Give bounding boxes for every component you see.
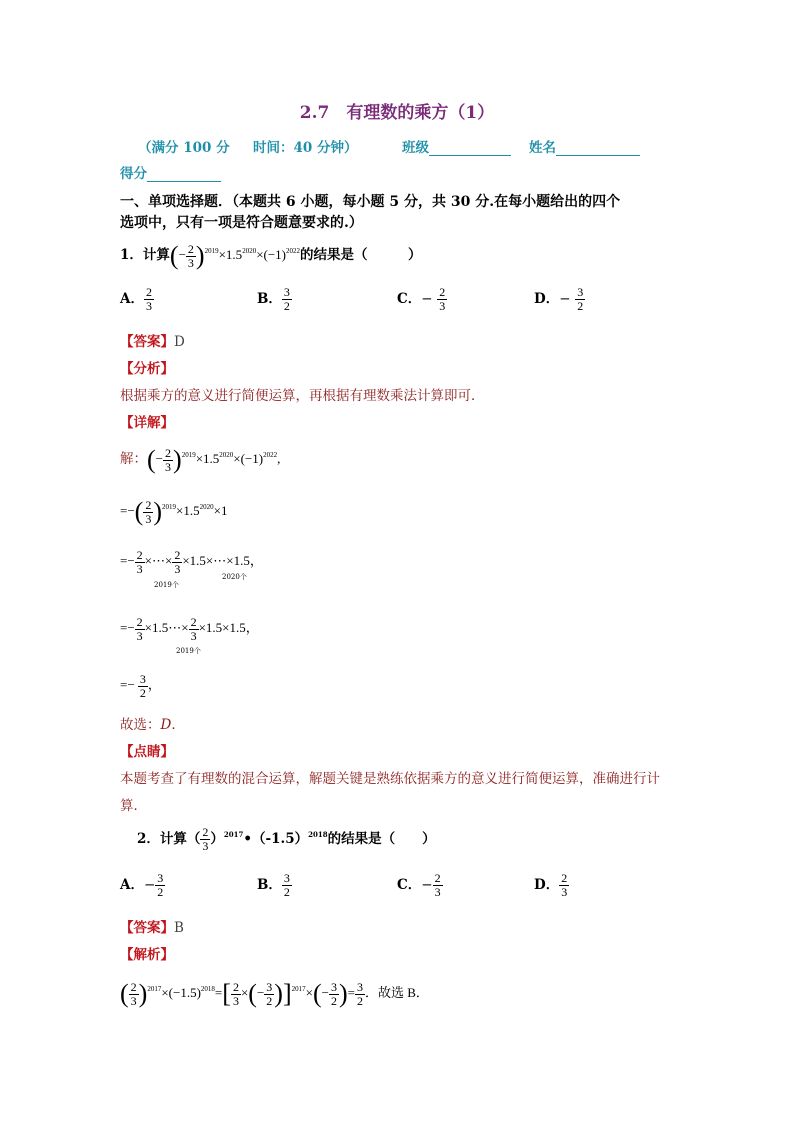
option-label: C． [397, 877, 422, 893]
step4-num2: 2 [190, 614, 197, 629]
q1-step4: =− $\frac{2}{3}$ ×1.5⋯× $\frac{2}{3}$ ×1.5×1.5， [120, 614, 259, 643]
sol-den4: 2 [331, 993, 337, 1008]
step3-fraction1 [135, 549, 145, 576]
section-heading-line1: 一、单项选择题．（本题共 6 小题，每小题 5 分，共 30 分.在每小题给出的四个 [120, 194, 621, 210]
option-label: D． [534, 291, 560, 307]
q1-analysis-tag: 【分析】 [120, 361, 174, 377]
step3-fraction2 [172, 549, 182, 576]
q1-step5: =− $\frac{3}{2}$ ， [120, 671, 161, 700]
time-label: 时间：40 分钟） [253, 140, 358, 156]
q2-analysis-tag: 【解析】 [120, 947, 174, 963]
option-sign: − [143, 877, 156, 893]
name-field [529, 136, 640, 156]
q1-step2: =−( $\frac{2}{3}$ )$^{2019}\times 1.5^{2020}\times 1$ [120, 497, 228, 527]
q2-option-b[interactable] [257, 872, 292, 899]
sol-exp2: 2018 [200, 985, 215, 993]
option-num: 2 [145, 285, 152, 299]
option-fraction [155, 872, 165, 899]
step5-fraction [138, 673, 148, 700]
step1-sign: − [155, 451, 164, 466]
option-sign: − [421, 291, 433, 307]
score-blank [147, 167, 221, 182]
class-label: 班级 [402, 140, 429, 156]
sol-end: ．故选 B． [365, 985, 429, 1000]
option-den: 3 [434, 885, 441, 899]
step5-num: 3 [139, 671, 146, 686]
step3-num1: 2 [136, 547, 143, 562]
option-den: 2 [577, 299, 584, 313]
q2-option-d[interactable] [534, 872, 569, 899]
q2-stem [137, 822, 436, 856]
q1-comment-line2: 算． [120, 798, 147, 814]
q1-base-sign: − [178, 247, 186, 262]
option-num: 3 [283, 871, 290, 885]
option-fraction [282, 286, 292, 313]
q2-exp2: 2018 [308, 830, 328, 839]
step2-end: ×1 [213, 503, 228, 518]
step2-fraction [143, 499, 153, 526]
q2-option-c[interactable] [397, 872, 443, 899]
q1-option-a[interactable] [120, 286, 154, 313]
step2-exp1: 2019 [162, 503, 177, 511]
option-den: 3 [145, 299, 152, 313]
q2-mid: ） [210, 831, 224, 847]
option-num: 2 [561, 871, 568, 885]
name-label: 姓名 [529, 140, 556, 156]
sol-den1: 3 [130, 993, 137, 1008]
option-label: B． [257, 877, 282, 893]
q2-option-a[interactable] [120, 872, 165, 899]
option-label: A． [120, 877, 144, 893]
step2-den: 3 [145, 511, 152, 526]
sol-frac4 [329, 981, 339, 1008]
step2-exp: 2020 [199, 503, 214, 511]
step4-num1: 2 [136, 614, 143, 629]
q1-exp1: 2019 [204, 247, 219, 255]
option-fraction [559, 872, 569, 899]
answer-value: B [174, 920, 184, 936]
option-num: 2 [434, 871, 441, 885]
sol-den5: 2 [357, 993, 364, 1008]
option-num: 2 [439, 285, 446, 299]
sol-num3: 3 [266, 979, 273, 994]
class-blank [429, 141, 511, 156]
option-den: 2 [283, 299, 290, 313]
sol-exp3: 2017 [291, 985, 306, 993]
q1-chosen: 故选：D． [120, 717, 185, 733]
option-num: 3 [577, 285, 584, 299]
step3-under2: 2020个 [222, 573, 247, 581]
option-den: 3 [561, 885, 568, 899]
q1-step1-expr: (− $\frac{2}{3}$ )$^{2019}\times 1.5^{2020}\times(-1)^{2022}$, [147, 445, 281, 475]
option-label: A． [120, 291, 144, 307]
q1-option-d[interactable] [534, 286, 585, 313]
score-field [120, 162, 221, 182]
option-fraction [433, 872, 443, 899]
answer-tag: 【答案】 [120, 920, 174, 936]
q1-expression: (− $\frac{2}{3}$ )$^{2019}\times 1.5^{2020}\times(-1)^{2022}$ [169, 241, 301, 271]
step2-tail: ×1.5 [176, 503, 200, 518]
q1-option-c[interactable] [397, 286, 447, 313]
sol-frac3 [264, 981, 274, 1008]
step2-num: 2 [145, 497, 152, 512]
step4-tail: ×1.5×1.5 [198, 620, 246, 635]
sol-exp1: 2017 [147, 985, 162, 993]
q1-term2: ×1.5 [218, 247, 243, 262]
option-num: 3 [283, 285, 290, 299]
option-label: B． [257, 291, 282, 307]
step1-fraction [163, 447, 173, 474]
step3-tail: ×1.5×⋯×1.5 [182, 553, 250, 568]
step4-under: 2019个 [176, 647, 201, 655]
q2-solution: ( $\frac{2}{3}$ )$^{2017}\times(-1.5)^{2018}=$[ $\frac{2}{3}$ ×(− $\frac{3}{2}$ )]$^{2017}$×(− $\frac{3}{2}$ )= $\frac{3}{2}$ ．故选 B． [120, 979, 429, 1009]
step3-mid: ×⋯× [144, 553, 173, 568]
option-fraction [437, 286, 447, 313]
option-num: 3 [157, 871, 164, 885]
q1-step1 [120, 442, 280, 476]
q2-answer [120, 916, 184, 936]
q1-exp3: 2022 [286, 247, 301, 255]
q1-base-den: 3 [187, 255, 194, 270]
answer-tag: 【答案】 [120, 334, 174, 350]
q1-analysis-text: 根据乘方的意义进行简便运算，再根据有理数乘法计算即可． [120, 388, 485, 404]
option-fraction [282, 872, 292, 899]
name-blank [556, 141, 640, 156]
option-den: 2 [157, 885, 164, 899]
step3-num2: 2 [174, 547, 181, 562]
step1-exp1: 2019 [181, 451, 196, 459]
solve-prefix: 解： [120, 451, 147, 467]
step1-den: 3 [165, 459, 172, 474]
step1-term2: ×1.5 [195, 451, 220, 466]
step4-fraction2 [189, 616, 199, 643]
q1-base-num: 2 [187, 241, 194, 256]
q2-suffix: 的结果是（ ） [327, 831, 436, 847]
sol-num2: 2 [232, 979, 239, 994]
sol-frac1 [129, 981, 139, 1008]
step1-num: 2 [165, 445, 172, 460]
q2-exp1: 2017 [223, 830, 244, 839]
q1-option-b[interactable] [257, 286, 292, 313]
q2-num: 2 [202, 825, 209, 839]
answer-value: D [174, 334, 185, 350]
q2-den: 3 [202, 839, 209, 853]
option-fraction [575, 286, 585, 313]
option-den: 2 [283, 885, 290, 899]
step4-fraction1 [135, 616, 145, 643]
chosen-prefix: 故选： [120, 717, 161, 733]
sol-frac2 [231, 981, 241, 1008]
q1-suffix: 的结果是（ ） [300, 247, 422, 263]
sol-frac5 [355, 981, 365, 1008]
option-sign: − [421, 877, 433, 893]
step1-term3: ×(−1) [233, 451, 264, 466]
section-heading-line2: 选项中，只有一项是符合题意要求的.） [120, 215, 363, 231]
score-label: 得分 [120, 166, 147, 182]
sol-term: ×(−1.5) [161, 985, 201, 1000]
q2-dot: •（-1.5） [243, 831, 309, 847]
step3-den2: 3 [174, 561, 181, 576]
q2-fraction [200, 826, 210, 853]
step3-den1: 3 [136, 561, 143, 576]
step4-mid: ×1.5⋯× [144, 620, 189, 635]
option-label: C． [397, 291, 422, 307]
step5-den: 2 [139, 685, 146, 700]
q1-prefix: 1．计算 [120, 247, 170, 263]
page-title: 2.7 有理数的乘方（1） [299, 103, 495, 123]
q1-detail-tag: 【详解】 [120, 415, 174, 431]
option-sign: − [559, 291, 571, 307]
step5-prefix: =− [120, 677, 135, 692]
option-fraction [144, 286, 154, 313]
step1-exp2: 2020 [219, 451, 234, 459]
sol-num1: 2 [130, 979, 137, 994]
sol-num5: 3 [357, 979, 364, 994]
full-score-label: （满分 100 分 [138, 140, 230, 156]
sol-num4: 3 [331, 979, 337, 994]
class-field [402, 136, 511, 156]
q1-stem [120, 238, 422, 272]
q1-term3: ×(−1) [256, 247, 287, 262]
sol-den3: 2 [266, 993, 273, 1008]
sol-den2: 3 [232, 993, 239, 1008]
q1-comment-tag: 【点睛】 [120, 744, 174, 760]
step1-exp3: 2022 [263, 451, 278, 459]
step4-den1: 3 [136, 628, 143, 643]
chosen-value: D [160, 717, 172, 733]
step4-den2: 3 [190, 628, 197, 643]
q1-answer [120, 330, 185, 350]
q2-prefix: 2．计算（ [137, 831, 201, 847]
option-den: 3 [439, 299, 446, 313]
q1-exp2: 2020 [242, 247, 257, 255]
q1-comment-line1: 本题考查了有理数的混合运算，解题关键是熟练依据乘方的意义进行简便运算，准确进行计 [120, 771, 660, 787]
option-label: D． [534, 877, 560, 893]
q1-step3: =− $\frac{2}{3}$ ×⋯× $\frac{2}{3}$ ×1.5×⋯×1.5， [120, 547, 263, 576]
step3-under1: 2019个 [154, 581, 179, 589]
q1-base-fraction [186, 243, 196, 270]
